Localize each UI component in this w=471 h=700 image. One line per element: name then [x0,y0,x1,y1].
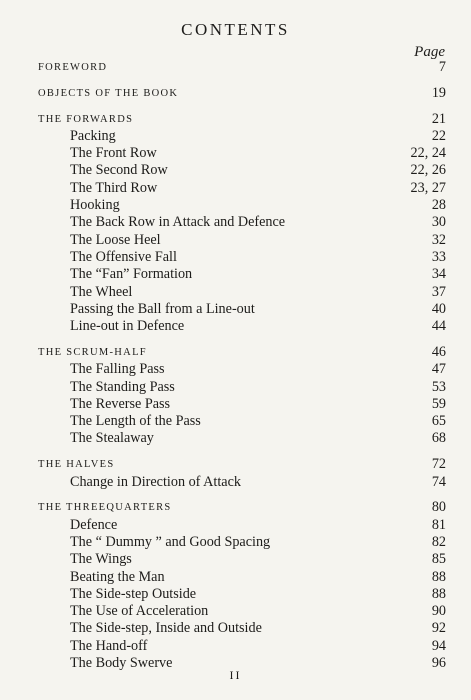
toc-entry-page-number: 59 [431,395,446,412]
toc-entry-label: The Falling Pass [70,361,165,378]
toc-entry-page-number: 33 [431,248,446,265]
section-page-number: 19 [431,84,446,101]
section-heading-label: THE SCRUM-HALF [38,346,147,358]
section-heading-label: THE FORWARDS [38,113,134,125]
toc-section-heading [0,111,471,128]
toc-section-heading [0,85,471,102]
toc-entry [0,197,471,214]
toc-entry-label: The Hand-off [70,637,148,654]
toc-entry-label: The Offensive Fall [70,248,177,265]
toc-entry [0,180,471,197]
toc-entry-page-number: 40 [431,300,446,317]
toc-entry [0,413,471,430]
toc-entry-label: The Wheel [70,283,133,300]
toc-entry-page-number: 47 [431,361,446,378]
toc-entry-page-number: 37 [431,283,446,300]
toc-entry [0,318,471,335]
toc-entry [0,301,471,318]
toc-entry [0,128,471,145]
section-page-number: 7 [438,59,446,75]
toc-entry-page-number: 53 [431,378,446,395]
toc-entry-page-number: 22 [431,127,446,144]
page-number-footer: II [229,668,242,682]
section-spacer [0,335,471,344]
toc-entry [0,474,471,491]
toc-entry [0,569,471,586]
table-of-contents [0,59,471,672]
toc-entry-label: The “Fan” Formation [70,266,193,283]
toc-entry-page-number: 23, 27 [410,179,446,196]
toc-entry [0,620,471,637]
toc-entry [0,603,471,620]
section-heading-label: THE HALVES [38,459,115,471]
toc-entry-page-number: 32 [431,231,446,248]
toc-entry-page-number: 44 [431,318,446,335]
section-heading-label: FOREWORD [38,62,108,73]
toc-entry-label: The Wings [70,551,132,568]
toc-entry-page-number: 22, 24 [410,145,446,162]
toc-entry-label: Packing [70,127,116,144]
toc-entry-label: Hooking [70,197,120,214]
toc-entry-page-number: 88 [431,585,446,602]
toc-entry-page-number: 30 [431,214,446,231]
toc-entry [0,534,471,551]
section-page-number: 72 [431,456,446,473]
toc-entry-page-number: 92 [431,620,446,637]
toc-entry-page-number: 90 [431,603,446,620]
section-spacer [0,76,471,85]
toc-entry [0,638,471,655]
toc-entry-page-number: 88 [431,568,446,585]
toc-entry-label: The “ Dummy ” and Good Spacing [70,533,271,550]
page-column-label: Page [414,44,445,60]
toc-section-heading [0,499,471,516]
toc-entry [0,586,471,603]
toc-entry-page-number: 28 [431,197,446,214]
toc-entry-label: The Standing Pass [70,378,175,395]
toc-entry-label: Line-out in Defence [70,318,185,335]
section-spacer [0,102,471,111]
toc-entry-label: The Loose Heel [70,231,161,248]
toc-entry-label: Beating the Man [70,568,165,585]
toc-entry [0,517,471,534]
section-heading-label: THE THREEQUARTERS [38,502,172,514]
toc-entry [0,232,471,249]
toc-entry [0,249,471,266]
toc-entry-label: Change in Direction of Attack [70,473,241,490]
section-page-number: 21 [431,110,446,127]
toc-entry [0,551,471,568]
toc-entry [0,430,471,447]
page-title: CONTENTS [181,20,290,39]
toc-entry [0,145,471,162]
toc-entry [0,284,471,301]
section-page-number: 80 [431,499,446,516]
toc-entry-label: The Third Row [70,179,158,196]
toc-section-heading [0,456,471,473]
toc-entry-page-number: 65 [431,413,446,430]
toc-entry-label: The Side-step, Inside and Outside [70,620,262,637]
toc-entry [0,162,471,179]
toc-entry-page-number: 85 [431,551,446,568]
toc-entry-label: Passing the Ball from a Line-out [70,300,255,317]
toc-entry-page-number: 68 [431,430,446,447]
toc-entry-label: The Back Row in Attack and Defence [70,214,286,231]
toc-entry [0,361,471,378]
toc-entry [0,379,471,396]
toc-entry-label: The Stealaway [70,430,154,447]
toc-entry [0,396,471,413]
toc-entry-label: Defence [70,516,118,533]
toc-entry-page-number: 22, 26 [410,162,446,179]
toc-entry-label: The Reverse Pass [70,395,171,412]
toc-entry-label: The Front Row [70,145,157,162]
section-spacer [0,491,471,500]
toc-entry-label: The Side-step Outside [70,585,197,602]
toc-entry [0,266,471,283]
toc-entry-label: The Use of Acceleration [70,603,209,620]
toc-section-heading [0,59,471,76]
section-spacer [0,448,471,457]
section-page-number: 46 [431,343,446,360]
toc-entry-page-number: 74 [431,473,446,490]
toc-entry-page-number: 34 [431,266,446,283]
section-heading-label: OBJECTS OF THE BOOK [38,87,179,99]
toc-entry-label: The Second Row [70,162,168,179]
toc-entry-page-number: 81 [431,516,446,533]
toc-entry-label: The Length of the Pass [70,413,201,430]
toc-entry-page-number: 94 [431,637,446,654]
toc-entry-page-number: 82 [431,533,446,550]
toc-entry-page-number: 96 [431,655,446,671]
toc-entry-label: The Body Swerve [70,655,173,671]
toc-section-heading [0,344,471,361]
toc-entry [0,214,471,231]
